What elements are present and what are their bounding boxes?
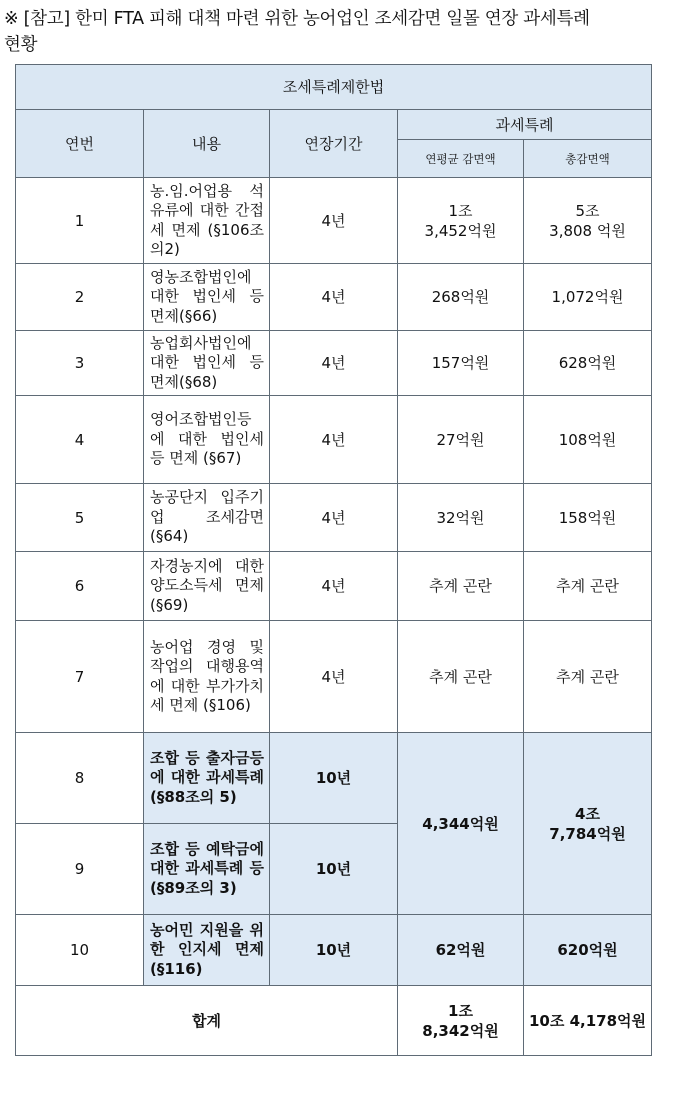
row-content: 농어업 경영 및 작업의 대행용역에 대한 부가가치세 면제 (§106) — [144, 621, 270, 733]
row-no: 6 — [16, 552, 144, 621]
table-row — [16, 733, 652, 824]
row-content: 조합 등 예탁금에 대한 과세특례 등(§89조의 3) — [144, 824, 270, 915]
merged-total-line-1: 4조 — [575, 804, 600, 823]
annual-line-1: 1조 — [448, 201, 473, 220]
table-row — [16, 331, 652, 396]
row-period: 4년 — [270, 484, 398, 552]
row-annual: 62억원 — [398, 915, 524, 986]
row-total: 108억원 — [524, 396, 652, 484]
total-annual-line-2: 8,342억원 — [422, 1021, 499, 1040]
table-row — [16, 621, 652, 733]
annual-line-2: 3,452억원 — [424, 221, 497, 240]
row-no: 3 — [16, 331, 144, 396]
row-period: 4년 — [270, 331, 398, 396]
row-no: 9 — [16, 824, 144, 915]
merged-annual: 4,344억원 — [398, 733, 524, 915]
row-total: 620억원 — [524, 915, 652, 986]
row-period: 4년 — [270, 552, 398, 621]
note-line-1: ※ [참고] 한미 FTA 피해 대책 마련 위한 농어업인 조세감면 일몰 연장 과세특례 — [4, 9, 590, 29]
row-annual: 추계 곤란 — [398, 621, 524, 733]
total-line-1: 5조 — [575, 201, 600, 220]
row-content: 농어민 지원을 위한 인지세 면제(§116) — [144, 915, 270, 986]
table-row — [16, 484, 652, 552]
header-total: 총감면액 — [524, 140, 652, 178]
header-period: 연장기간 — [270, 110, 398, 178]
row-no: 4 — [16, 396, 144, 484]
row-no: 5 — [16, 484, 144, 552]
row-no: 8 — [16, 733, 144, 824]
row-content: 농.임.어업용 석유류에 대한 간접세 면제 (§106조의2) — [144, 178, 270, 264]
total-line-2: 3,808 억원 — [549, 221, 626, 240]
row-total: 추계 곤란 — [524, 552, 652, 621]
row-annual — [398, 178, 524, 264]
row-content: 자경농지에 대한 양도소득세 면제(§69) — [144, 552, 270, 621]
row-period: 10년 — [270, 824, 398, 915]
row-annual: 32억원 — [398, 484, 524, 552]
merged-total-line-2: 7,784억원 — [549, 824, 626, 843]
row-content: 영농조합법인에 대한 법인세 등 면제(§66) — [144, 264, 270, 331]
row-content: 영어조합법인등에 대한 법인세 등 면제 (§67) — [144, 396, 270, 484]
row-period: 4년 — [270, 396, 398, 484]
total-annual — [398, 986, 524, 1056]
row-content: 농업회사법인에 대한 법인세 등 면제(§68) — [144, 331, 270, 396]
row-total: 추계 곤란 — [524, 621, 652, 733]
row-annual: 추계 곤란 — [398, 552, 524, 621]
header-no: 연번 — [16, 110, 144, 178]
row-total — [524, 178, 652, 264]
row-period: 10년 — [270, 915, 398, 986]
row-annual: 268억원 — [398, 264, 524, 331]
row-period: 4년 — [270, 178, 398, 264]
row-no: 7 — [16, 621, 144, 733]
row-total: 1,072억원 — [524, 264, 652, 331]
header-content: 내용 — [144, 110, 270, 178]
table-row — [16, 552, 652, 621]
row-total: 158억원 — [524, 484, 652, 552]
row-annual: 157억원 — [398, 331, 524, 396]
table-row — [16, 178, 652, 264]
row-total: 628억원 — [524, 331, 652, 396]
row-no: 2 — [16, 264, 144, 331]
total-label: 합계 — [16, 986, 398, 1056]
row-no: 10 — [16, 915, 144, 986]
row-period: 10년 — [270, 733, 398, 824]
total-row — [16, 986, 652, 1056]
law-title: 조세특례제한법 — [16, 65, 652, 110]
table-row — [16, 915, 652, 986]
header-special: 과세특례 — [398, 110, 652, 140]
note-line-2: 현황 — [4, 35, 38, 55]
row-period: 4년 — [270, 621, 398, 733]
reference-note — [4, 6, 676, 58]
table-row — [16, 264, 652, 331]
total-sum: 10조 4,178억원 — [524, 986, 652, 1056]
table-row — [16, 396, 652, 484]
total-annual-line-1: 1조 — [448, 1001, 473, 1020]
row-no: 1 — [16, 178, 144, 264]
row-content: 농공단지 입주기업 조세감면 (§64) — [144, 484, 270, 552]
row-content: 조합 등 출자금등에 대한 과세특례(§88조의 5) — [144, 733, 270, 824]
tax-special-table — [15, 64, 652, 1056]
merged-total — [524, 733, 652, 915]
row-period: 4년 — [270, 264, 398, 331]
row-annual: 27억원 — [398, 396, 524, 484]
header-annual: 연평균 감면액 — [398, 140, 524, 178]
